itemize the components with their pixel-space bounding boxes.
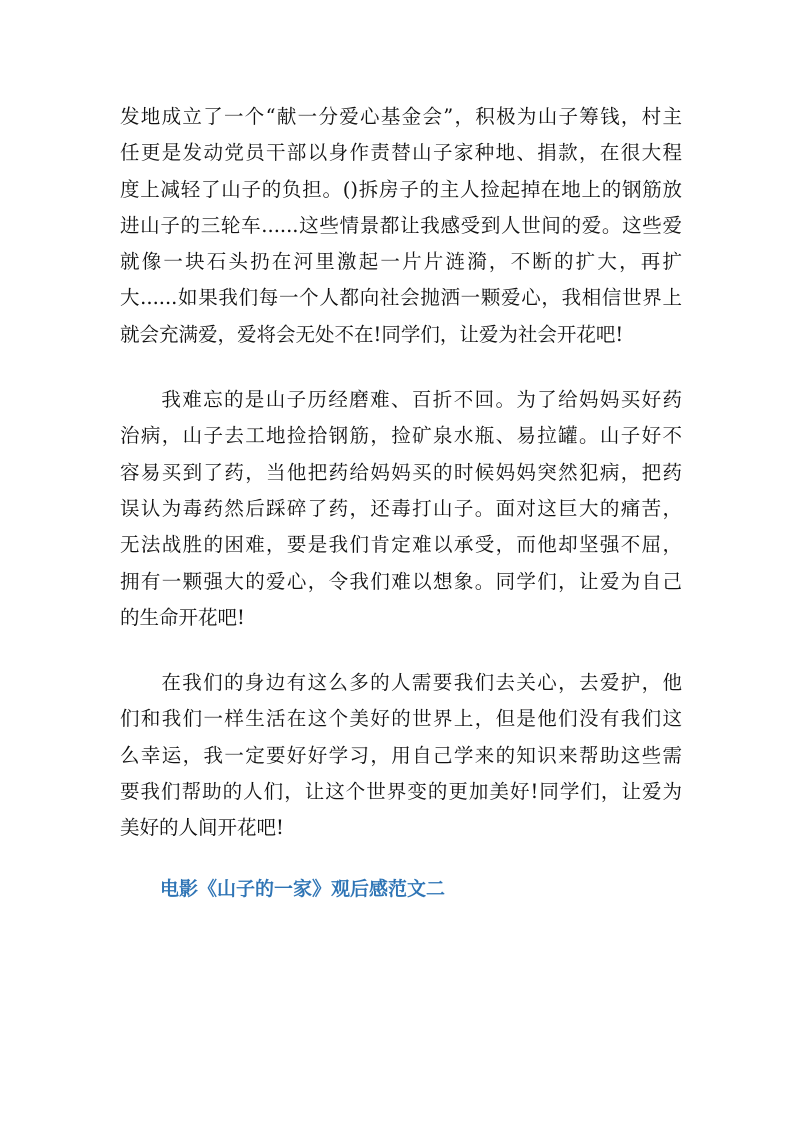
paragraph-line: 拥有一颗强大的爱心，令我们难以想象。同学们，让爱为自己: [120, 569, 682, 593]
paragraph-3: [120, 665, 682, 846]
paragraph-line: [120, 382, 682, 418]
section-heading: 电影《山子的一家》观后感范文二: [160, 877, 446, 900]
paragraph-line: [120, 665, 682, 701]
paragraph-line: 误认为毒药然后踩碎了药，还毒打山子。面对这巨大的痛苦，: [120, 496, 682, 520]
paragraph-line: 么幸运，我一定要好好学习，用自己学来的知识来帮助这些需: [120, 743, 682, 767]
paragraph-line-text: 我难忘的是山子历经磨难、百折不回。为了给妈妈买好药: [160, 388, 682, 412]
paragraph-line: 治病，山子去工地捡拾钢筋，捡矿泉水瓶、易拉罐。山子好不: [120, 424, 682, 448]
paragraph-2: [120, 382, 682, 636]
paragraph-line: 任更是发动党员干部以身作责替山子家种地、捐款，在很大程: [120, 141, 682, 165]
paragraph-line: 美好的人间开花吧!: [120, 816, 284, 840]
paragraph-line: 大......如果我们每一个人都向社会抛洒一颗爱心，我相信世界上: [120, 286, 682, 310]
paragraph-line: 无法战胜的困难，要是我们肯定难以承受，而他却坚强不屈，: [120, 533, 682, 557]
paragraph-line: 就像一块石头扔在河里激起一片片涟漪，不断的扩大，再扩: [120, 250, 682, 274]
paragraph-line: 容易买到了药，当他把药给妈妈买的时候妈妈突然犯病，把药: [120, 460, 682, 484]
paragraph-1: [120, 99, 682, 353]
paragraph-line: 们和我们一样生活在这个美好的世界上，但是他们没有我们这: [120, 707, 682, 731]
paragraph-line: 发地成立了一个“献一分爱心基金会”，积极为山子筹钱，村主: [120, 105, 682, 128]
paragraph-line-text: 在我们的身边有这么多的人需要我们去关心，去爱护，他: [160, 671, 682, 695]
paragraph-line: 就会充满爱，爱将会无处不在!同学们，让爱为社会开花吧!: [120, 322, 624, 346]
paragraph-line: 进山子的三轮车......这些情景都让我感受到人世间的爱。这些爱: [120, 213, 682, 237]
paragraph-line: 度上减轻了山子的负担。()拆房子的主人捡起掉在地上的钢筋放: [120, 177, 682, 201]
paragraph-line: 的生命开花吧!: [120, 605, 245, 629]
paragraph-line: 要我们帮助的人们，让这个世界变的更加美好!同学们，让爱为: [120, 780, 682, 804]
document-body: [120, 99, 682, 907]
